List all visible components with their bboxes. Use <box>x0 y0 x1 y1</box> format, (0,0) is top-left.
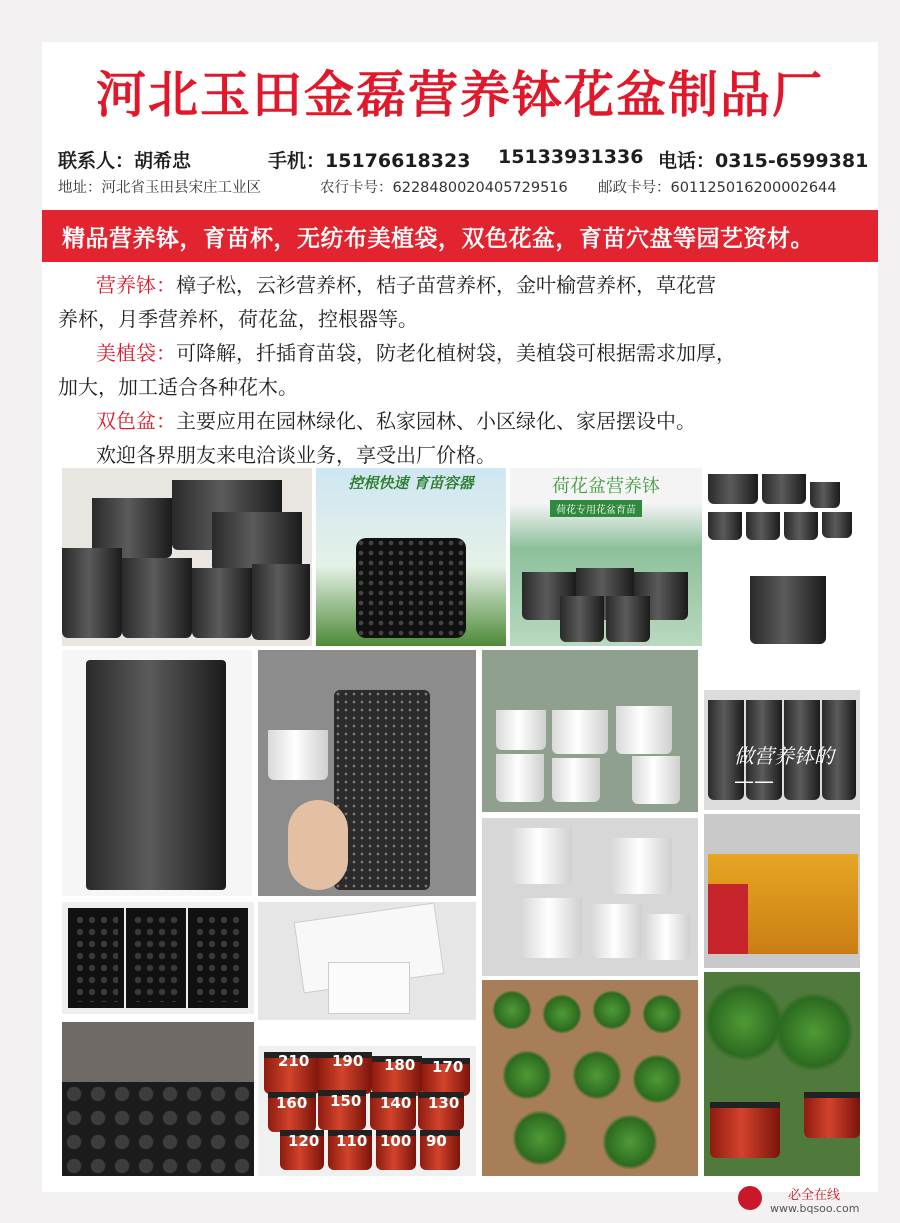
contact-mobile: 手机：15176618323 <box>268 150 471 172</box>
product-text-twocolor: 主要应用在园林绿化、私家园林、小区绿化、家居摆设中。 <box>176 409 696 433</box>
photo-white-bags <box>258 902 476 1020</box>
contact-phone: 电话：0315-6599381 <box>658 150 869 172</box>
photo-non-woven-bags <box>482 818 698 976</box>
root-control-title: 控根快速 育苗容器 <box>348 474 474 492</box>
product-key-twocolor: 双色盆： <box>96 409 176 433</box>
photo-flower-pots <box>704 972 860 1176</box>
product-text-bags: 可降解，扦插育苗袋，防老化植树袋，美植袋可根据需求加厚， <box>176 341 736 365</box>
size-label: 120 <box>288 1132 320 1150</box>
contact-postal-card: 邮政卡号：601125016200002644 <box>598 180 837 196</box>
size-label: 100 <box>380 1132 412 1150</box>
product-key-pots: 营养钵： <box>96 273 176 297</box>
size-label: 180 <box>384 1056 416 1074</box>
contact-agri-card: 农行卡号：6228480020405729516 <box>320 180 568 196</box>
size-label: 190 <box>332 1052 364 1070</box>
size-label: 160 <box>276 1094 308 1112</box>
photo-nursery-field <box>482 980 698 1176</box>
contact-mobile-2: 15133931336 <box>498 146 644 168</box>
photo-black-pots <box>62 468 312 646</box>
photo-small-black-pots <box>704 468 860 646</box>
size-label: 130 <box>428 1094 460 1112</box>
size-label: 140 <box>380 1094 412 1112</box>
products-banner: 精品营养钵，育苗杯，无纺布美植袋，双色花盆，育苗穴盘等园艺资材。 <box>42 210 878 262</box>
footer-brand: 必全在线 <box>788 1188 841 1203</box>
lotus-title: 荷花盆营养钵 <box>552 476 660 497</box>
photo-tall-black-pots <box>704 690 860 810</box>
size-label: 170 <box>432 1058 464 1076</box>
photo-two-color-pots <box>258 1046 476 1176</box>
size-label: 150 <box>330 1092 362 1110</box>
size-label: 110 <box>336 1132 368 1150</box>
photo-white-pots <box>482 650 698 812</box>
photo-hand-pot <box>258 650 476 896</box>
photo-truck <box>704 814 860 968</box>
photo-square-black-pot <box>62 650 252 896</box>
page-title: 河北玉田金磊营养钵花盆制品厂 <box>96 65 824 124</box>
product-text-pots-cont: 养杯，月季营养杯，荷花盆，控根器等。 <box>58 307 418 331</box>
size-label: 210 <box>278 1052 310 1070</box>
handwriting-overlay: 做营养钵的—— <box>734 744 834 793</box>
product-text-pots: 樟子松，云衫营养杯，桔子苗营养杯，金叶榆营养杯，草花营 <box>176 273 716 297</box>
contact-person: 联系人：胡希忠 <box>58 150 192 172</box>
contact-line-2 <box>58 176 868 198</box>
photo-lotus-pots <box>510 468 702 646</box>
brand-logo-icon <box>738 1186 762 1210</box>
size-label: 90 <box>426 1132 447 1150</box>
lotus-subtitle: 荷花专用花盆育苗 <box>550 500 642 517</box>
photo-seedling-trays <box>62 902 254 1014</box>
product-text-bags-cont: 加大，加工适合各种花木。 <box>58 375 298 399</box>
footer-url: www.bqsoo.com <box>770 1202 860 1215</box>
contact-line-1 <box>58 146 868 174</box>
product-key-bags: 美植袋： <box>96 341 176 365</box>
contact-address: 地址：河北省玉田县宋庄工业区 <box>58 180 261 196</box>
photo-factory <box>62 1022 254 1176</box>
product-description <box>58 268 868 472</box>
welcome-text: 欢迎各界朋友来电洽谈业务，享受出厂价格。 <box>96 443 496 467</box>
photo-root-control-container <box>316 468 506 646</box>
